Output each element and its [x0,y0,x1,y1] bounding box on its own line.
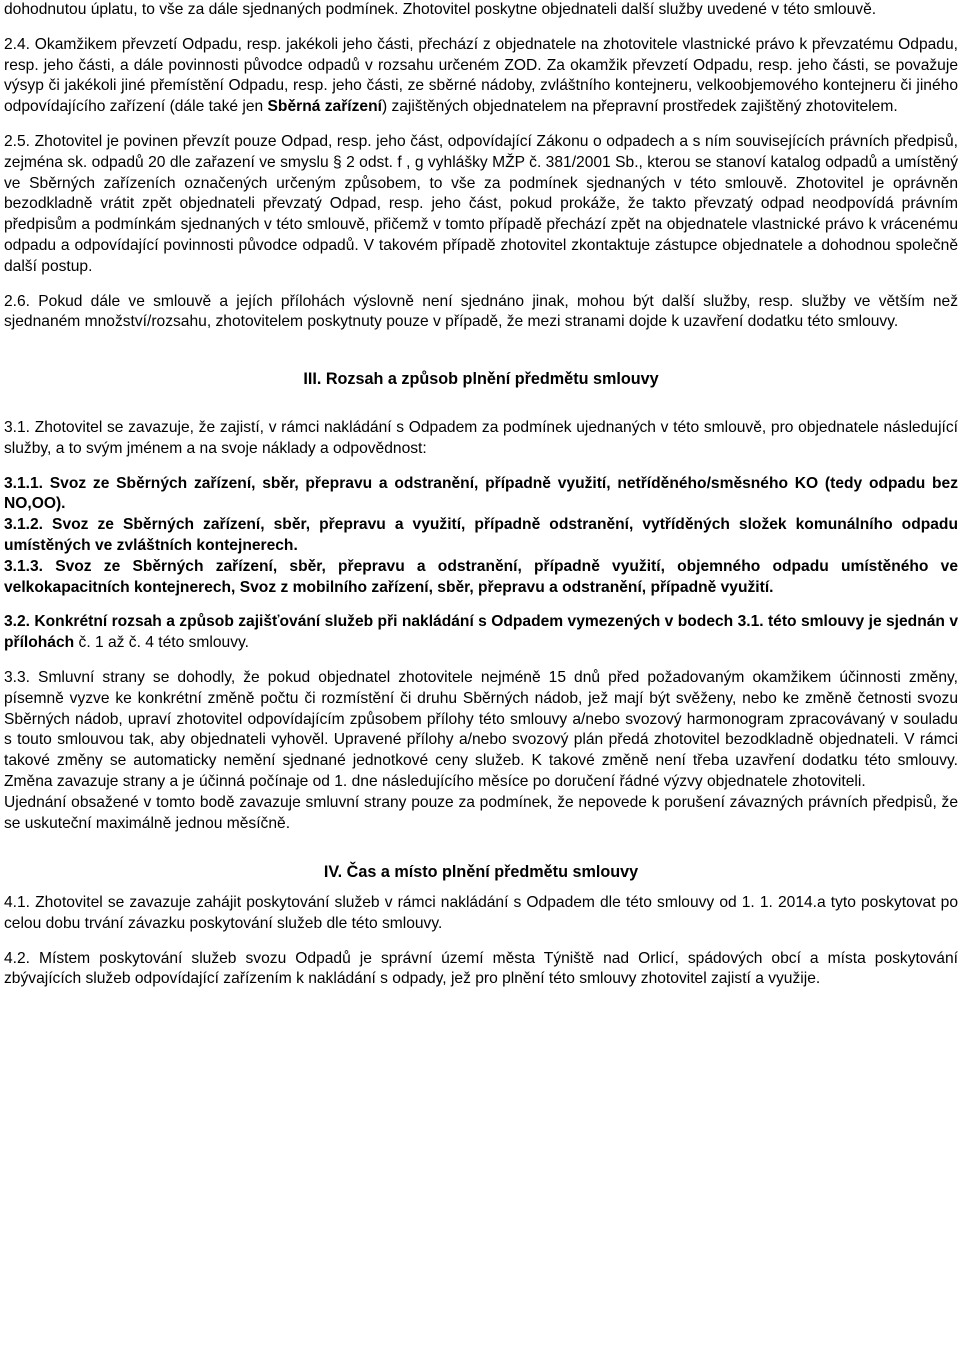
paragraph-3-2 [4,612,958,654]
bold-text: 3.1.2. Svoz ze Sběrných zařízení, sběr, přepravu a využití, případně odstranění, vytříděných složek komunálního odpadu umístěných ve zvláštních kontejnerech. [4,516,958,554]
text-segment: Ujednání obsažené v tomto bodě zavazuje smluvní strany pouze za podmínek, že nepovede k porušení závazných právních předpisů, že se uskuteční maximálně jednou měsíčně. [4,793,958,832]
text-segment: 4.1. Zhotovitel se zavazuje zahájit poskytování služeb v rámci nakládání s Odpadem dle této smlouvy od 1. 1. 2014.a tyto poskytovat po celou dobu trvání závazku poskytování služeb dle této smlouvy. [4,894,958,932]
paragraph-3-1-2 [4,515,958,557]
paragraph-2-4 [4,35,958,118]
bold-term: Sběrná zařízení [267,98,382,116]
paragraph-3-3-continuation [4,793,958,835]
text-segment: č. 1 až č. 4 této smlouvy. [74,634,249,652]
paragraph-intro-continuation [4,0,958,21]
bold-text: 3.1.1. Svoz ze Sběrných zařízení, sběr, přepravu a odstranění, případně využití, netříděného/směsného KO (tedy odpadu bez NO,OO). [4,474,958,513]
text-segment: dohodnutou úplatu, to vše za dále sjednaných podmínek. Zhotovitel poskytne objednateli další služby uvedené v této smlouvě. [4,1,877,18]
document-page [4,0,958,990]
paragraph-2-5 [4,132,958,278]
heading-text: IV. Čas a místo plnění předmětu smlouvy [323,863,639,882]
paragraph-3-1-3 [4,557,958,599]
bold-text: 3.1.3. Svoz ze Sběrných zařízení, sběr, přepravu a odstranění, případně využití, objemného odpadu umístěného ve velkokapacitních kontejnerech, Svoz z mobilního zařízení, sběr, přepravu a odstranění, případně využití. [4,557,958,596]
text-segment: 2.6. Pokud dále ve smlouvě a jejích přílohách výslovně není sjednáno jinak, mohou být další služby, resp. služby ve větším než sjednaném množství/rozsahu, zhotovitelem poskytnuty pouze v případě, že mezi stranami dojde k uzavření dodatku této smlouvy. [4,292,958,331]
section-heading-III [4,369,958,390]
text-segment: ) zajištěných objednatelem na přepravní prostředek zajištěný zhotovitelem. [381,98,898,116]
text-segment: 3.1. Zhotovitel se zavazuje, že zajistí, v rámci nakládání s Odpadem za podmínek ujednaných v této smlouvě, pro objednatele následující služby, a to svým jménem a na svoje náklady a odpovědnost: [4,418,958,457]
heading-text: III. Rozsah a způsob plnění předmětu smlouvy [303,370,659,389]
paragraph-4-2 [4,949,958,991]
paragraph-2-6 [4,292,958,334]
paragraph-4-1 [4,893,958,935]
text-segment: 2.5. Zhotovitel je povinen převzít pouze Odpad, resp. jeho část, odpovídající Zákonu o odpadech a s ním souvisejících právních předpisů, zejména sk. odpadů 20 dle zařazení ve smyslu § 2 odst. f , g vyhlášky MŽP č. 381/2001 Sb., kterou se stanoví katalog odpadů a umístěný ve Sběrných zařízeních označených určeným způsobem, to vše za podmínek sjednaných v této smlouvě. Zhotovitel je oprávněn bezodkladně vrátit zpět objednateli převzatý Odpad, resp. jeho část, pokud prokáže, že takto převzatý odpad neodpovídá právním předpisům a podmínkám sjednaných v této smlouvě, přičemž v tomto případě přechází zpět na objednatele vlastnické právo k vrácenému odpadu a odpovídající povinnosti původce odpadů. V takovém případě zhotovitel zkontaktuje zástupce objednatele a dohodnou společně další postup. [4,132,958,275]
text-segment: 3.3. Smluvní strany se dohodly, že pokud objednatel zhotovitele nejméně 15 dnů před požadovaným okamžikem účinnosti změny, písemně vyzve ke konkrétní změně počtu či rozmístění či druhu Sběrných nádob, jež mají být svěženy, nebo ke změně četnosti svozu Sběrných nádob, upraví zhotovitel odpovídajícím způsobem přílohy této smlouvy a/nebo svozový harmonogram zpracovávaný v souladu s touto smlouvou tak, aby objednateli vyhověl. Upravené přílohy a/nebo svozový plán předá zhotovitel bezodkladně objednateli. V rámci takové změny se automaticky nemění sjednané jednotkové ceny služeb. K takové změně není třeba uzavření dodatku této smlouvy. Změna zavazuje strany a je účinná počínaje od 1. dne následujícího měsíce po doručení řádné výzvy objednatele zhotoviteli. [4,668,958,790]
text-segment: 2.4. Okamžikem převzetí Odpadu, resp. jakékoli jeho části, přechází z objednatele na zhotovitele vlastnické právo k převzatému Odpadu, resp. jeho části, a dále povinnosti původce odpadů v rozsahu určeném ZOD. Za okamžik převzetí Odpadu, resp. jeho části, se považuje výsyp či jakékoli jiné přemístění Odpadu, resp. jeho části, ze sběrné nádoby, zvláštního kontejneru, velkoobjemového kontejneru či jiného odpovídajícího zařízení (dále také jen [4,35,958,116]
section-heading-IV [4,862,958,883]
paragraph-3-3 [4,668,958,793]
paragraph-3-1 [4,418,958,460]
text-segment: 4.2. Místem poskytování služeb svozu Odpadů je správní území města Týniště nad Orlicí, spádových obcí a místa poskytování zbývajících služeb odpovídající zařízením k nakládání s odpady, jež pro plnění této smlouvy zhotovitel zajistí a využije. [4,949,958,988]
paragraph-3-1-1 [4,474,958,516]
bold-text: 3.2. Konkrétní rozsah a způsob zajišťování služeb při nakládání s Odpadem vymezených v bodech 3.1. této smlouvy je sjednán v přílohách [4,613,958,652]
